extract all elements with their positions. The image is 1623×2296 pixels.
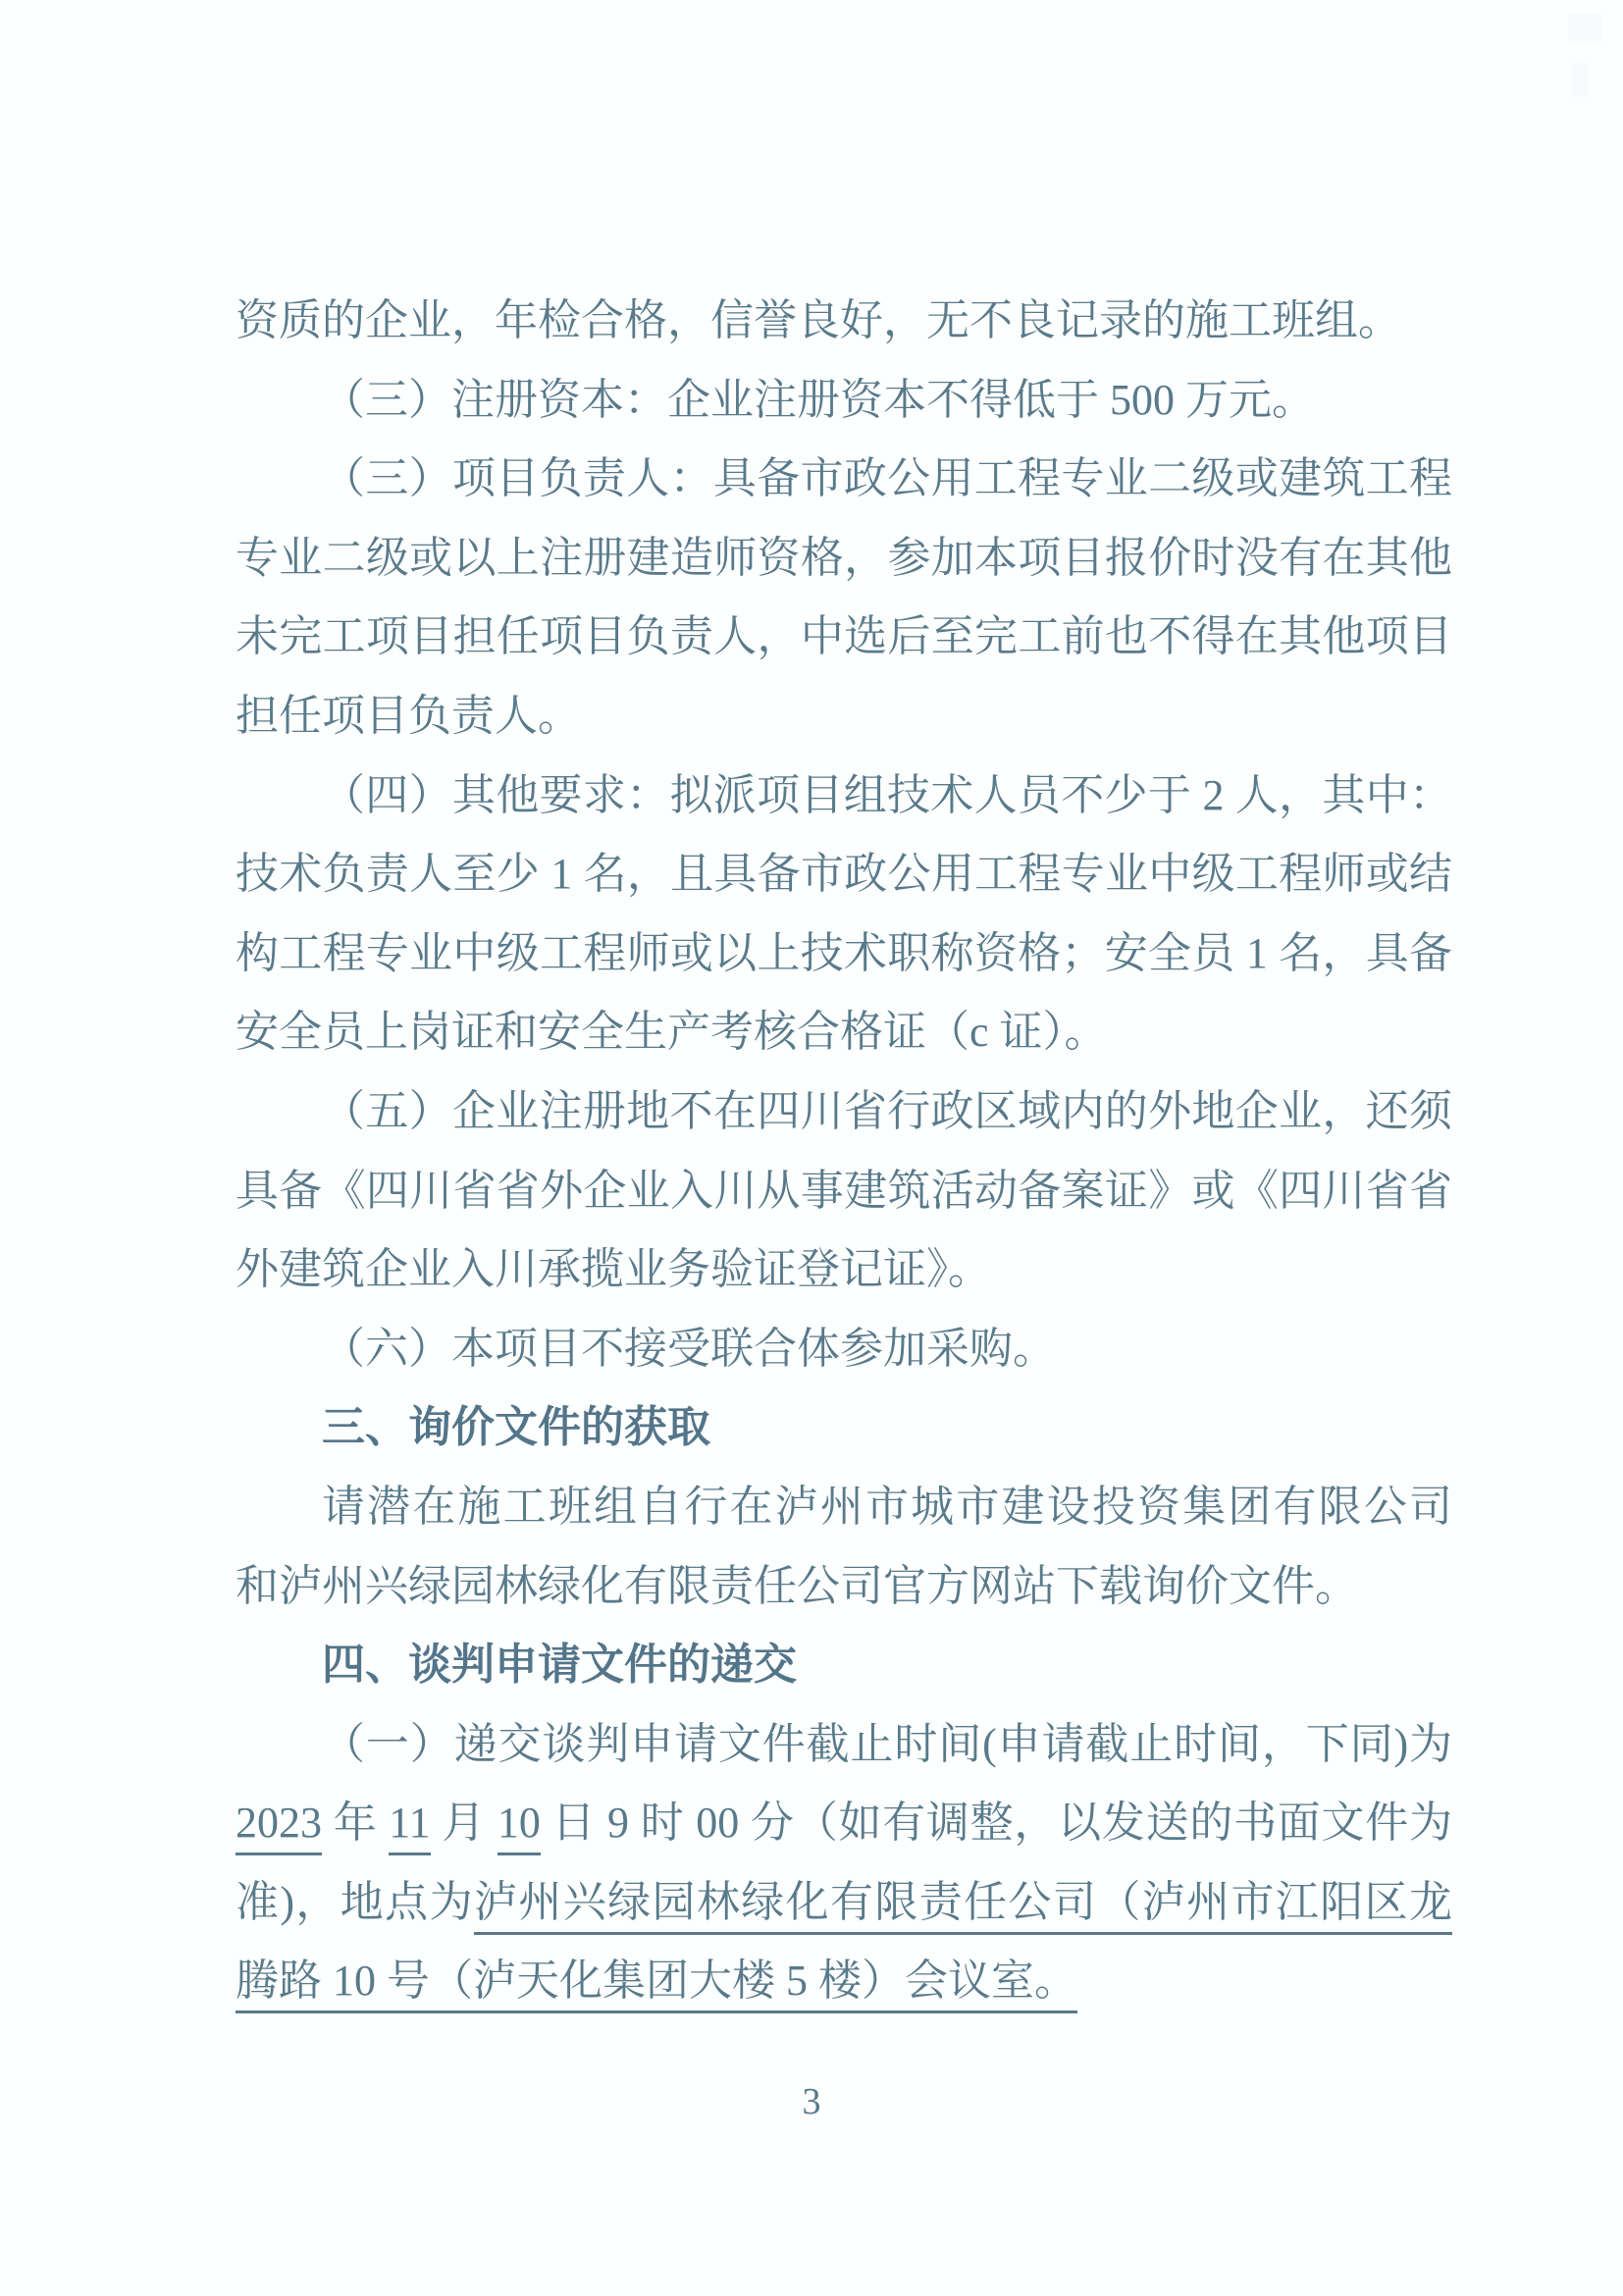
text-line [236, 1547, 1452, 1627]
text-line [236, 1072, 1452, 1152]
text-segment: 技术负责人至少 1 名，且具备市政公用工程专业中级工程师或结 [236, 850, 1452, 899]
text-line [236, 598, 1452, 677]
text-segment: 安全员上岗证和安全生产考核合格证（c 证）。 [236, 1008, 1108, 1057]
text-line [236, 835, 1452, 914]
text-segment: 构工程专业中级工程师或以上技术职称资格；安全员 1 名，具备 [236, 928, 1452, 977]
text-segment: 三、询价文件的获取 [322, 1403, 710, 1452]
underlined-text: 11 [389, 1799, 430, 1855]
text-segment: 四、谈判申请文件的递交 [322, 1641, 797, 1690]
text-line [236, 282, 1452, 361]
text-line [236, 677, 1452, 757]
text-segment: 请潜在施工班组自行在泸州市城市建设投资集团有限公司 [322, 1482, 1452, 1531]
text-line [236, 1942, 1452, 2021]
text-segment: 月 [430, 1799, 497, 1848]
scan-artifact [1568, 14, 1601, 41]
text-line [236, 1152, 1452, 1231]
text-segment: （四）其他要求：拟派项目组技术人员不少于 2 人，其中： [322, 770, 1452, 819]
text-line [236, 1310, 1452, 1389]
text-segment: 担任项目负责人。 [236, 691, 581, 740]
text-segment: 和泸州兴绿园林绿化有限责任公司官方网站下载询价文件。 [236, 1561, 1358, 1610]
document-body [236, 282, 1452, 2021]
text-segment: （一）递交谈判申请文件截止时间(申请截止时间，下同)为 [322, 1719, 1452, 1768]
text-segment: （五）企业注册地不在四川省行政区域内的外地企业，还须 [322, 1086, 1452, 1135]
text-line [236, 1230, 1452, 1310]
text-line [236, 519, 1452, 599]
underlined-text: 泸州兴绿园林绿化有限责任公司（泸州市江阳区龙 [474, 1878, 1452, 1935]
text-segment: 具备《四川省省外企业入川从事建筑活动备案证》或《四川省省 [236, 1166, 1452, 1215]
text-segment: （三）注册资本：企业注册资本不得低于 500 万元。 [322, 375, 1315, 424]
text-line [236, 757, 1452, 836]
text-line [236, 1705, 1452, 1785]
text-line [236, 1468, 1452, 1547]
text-segment: （六）本项目不接受联合体参加采购。 [322, 1324, 1056, 1373]
text-line [236, 914, 1452, 994]
text-segment: 专业二级或以上注册建造师资格，参加本项目报价时没有在其他 [236, 533, 1452, 582]
text-segment: 外建筑企业入川承揽业务验证登记证》。 [236, 1245, 991, 1294]
text-line [236, 1863, 1452, 1943]
text-line [236, 361, 1452, 441]
section-heading [236, 1388, 1452, 1468]
text-segment: 未完工项目担任项目负责人，中选后至完工前也不得在其他项目 [236, 612, 1452, 661]
scan-artifact [1572, 63, 1588, 96]
text-segment: 年 [322, 1799, 390, 1848]
text-line [236, 1784, 1452, 1863]
underlined-text: 2023 [236, 1799, 322, 1855]
text-segment: 资质的企业，年检合格，信誉良好，无不良记录的施工班组。 [236, 296, 1401, 344]
text-line [236, 440, 1452, 519]
underlined-text: 腾路 10 号（泸天化集团大楼 5 楼）会议室。 [236, 1957, 1077, 2013]
text-segment: 准)，地点为 [236, 1877, 474, 1926]
page-number: 3 [802, 2081, 821, 2122]
text-segment: 日 9 时 00 分（如有调整，以发送的书面文件为 [540, 1799, 1453, 1848]
text-line [236, 993, 1452, 1072]
underlined-text: 10 [497, 1799, 541, 1855]
section-heading [236, 1626, 1452, 1705]
text-segment: （三）项目负责人：具备市政公用工程专业二级或建筑工程 [322, 454, 1452, 503]
